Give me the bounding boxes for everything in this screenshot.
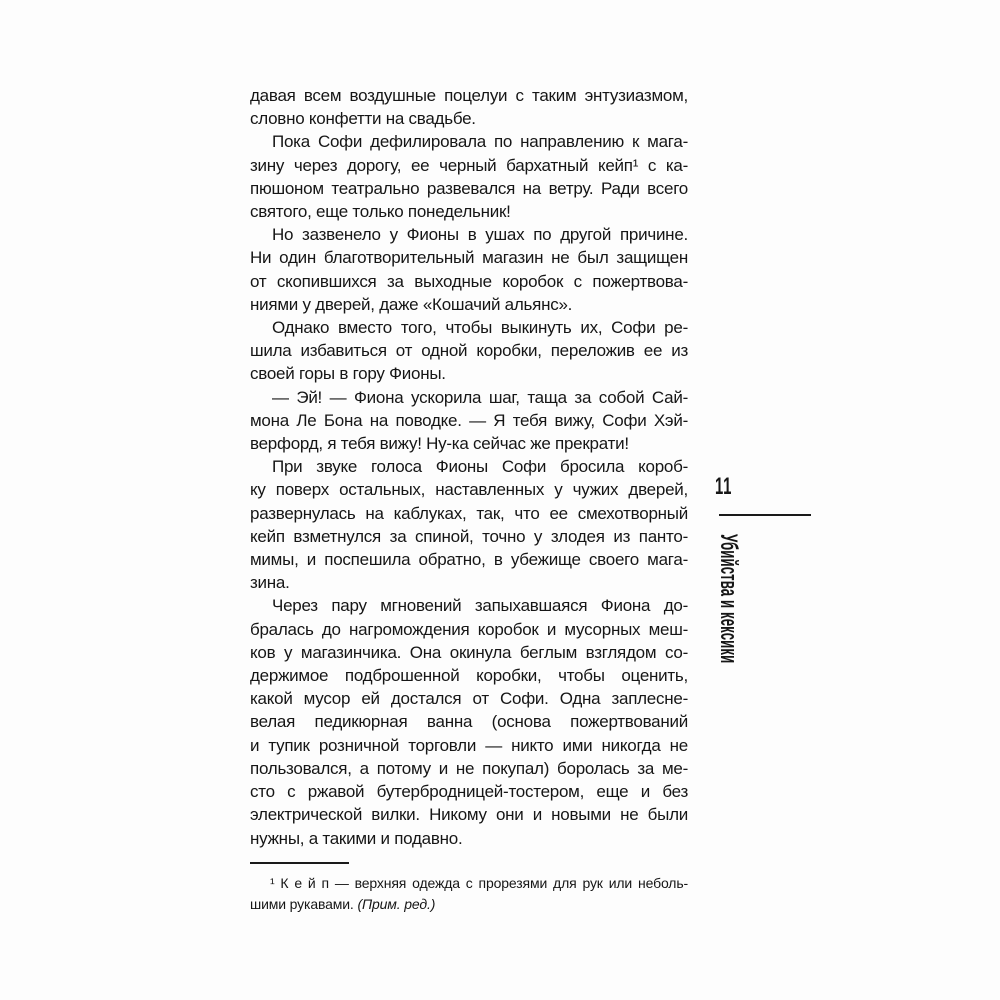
footnote-editor-note: (Прим. ред.) [357,896,436,912]
text-line: сто с ржавой бутербродницей-тостером, еще и без [250,782,688,802]
text-line: — Эй! — Фиона ускорила шаг, таща за собой Сай- [272,387,688,407]
text-line: велая педикюрная ванна (основа пожертвований [250,712,688,732]
text-line: бралась до нагромождения коробок и мусорных меш- [250,619,688,639]
text-line: пюшоном театрально развевался на ветру. Ради всего [250,178,688,198]
text-line: ков у магазинчика. Она окинула беглым взглядом со- [250,642,688,662]
paragraph [250,84,688,130]
text-line: Однако вместо того, чтобы выкинуть их, Софи ре- [272,318,688,338]
text-line: нужны, а такими и подавно. [250,828,463,848]
text-line: ку поверх остальных, наставленных у чужих дверей, [250,480,688,500]
text-line: ниями у дверей, даже «Кошачий альянс». [250,294,573,314]
text-line: и тупик розничной торговли — никто ими никогда не [250,735,688,755]
footnote-text: шими рукавами. [250,896,358,912]
text-line: зина. [250,573,290,593]
sidebar-divider [719,514,811,516]
text-line: Пока Софи дефилировала по направлению к мага- [272,132,688,152]
text-line: кейп взметнулся за спиной, точно у злодея из панто- [250,526,688,546]
text-line: от скопившихся за выходные коробок с пожертвова- [250,271,688,291]
body-text [250,84,688,850]
text-line: какой мусор ей достался от Софи. Одна заплесне- [250,689,688,709]
footnote-text-line: ¹ К е й п — верхняя одежда с прорезями для рук или неболь- [270,875,688,891]
paragraph [250,455,688,594]
text-line: Через пару мгновений запыхавшаяся Фиона до- [272,596,688,616]
text-line: держимое подброшенной коробки, чтобы оценить, [250,666,688,686]
text-line: электрической вилки. Никому они и новыми не были [250,805,688,825]
text-line: зину через дорогу, ее черный бархатный кейп¹ с ка- [250,155,688,175]
text-line: мимы, и поспешила обратно, в убежище своего мага- [250,550,688,570]
text-line: словно конфетти на свадьбе. [250,109,476,129]
text-line: Ни один благотворительный магазин не был защищен [250,248,688,268]
paragraph [250,386,688,456]
text-line: Но зазвенело у Фионы в ушах по другой причине. [272,225,688,245]
text-line: святого, еще только понедельник! [250,202,511,222]
text-line: мона Ле Бона на поводке. — Я тебя вижу, Софи Хэй- [250,410,688,430]
footnote [250,862,688,915]
book-title-vertical: Убийства и кексики [715,534,742,664]
text-line: своей горы в гору Фионы. [250,364,446,384]
footnote-text-line [250,894,688,915]
text-line: При звуке голоса Фионы Софи бросила короб- [272,457,688,477]
page-number: 11 [715,473,732,500]
paragraph [250,223,688,316]
text-line: давая всем воздушные поцелуи с таким энтузиазмом, [250,86,688,105]
text-line: пользовался, а потому и не покупал) боролась за ме- [250,758,688,778]
paragraph [250,130,688,223]
footnote-separator [250,862,349,864]
text-line: развернулась на каблуках, так, что ее смехотворный [250,503,688,523]
paragraph [250,316,688,386]
text-line: шила избавиться от одной коробки, переложив ее из [250,341,688,361]
paragraph [250,594,688,849]
text-line: верфорд, я тебя вижу! Ну-ка сейчас же прекрати! [250,434,629,454]
